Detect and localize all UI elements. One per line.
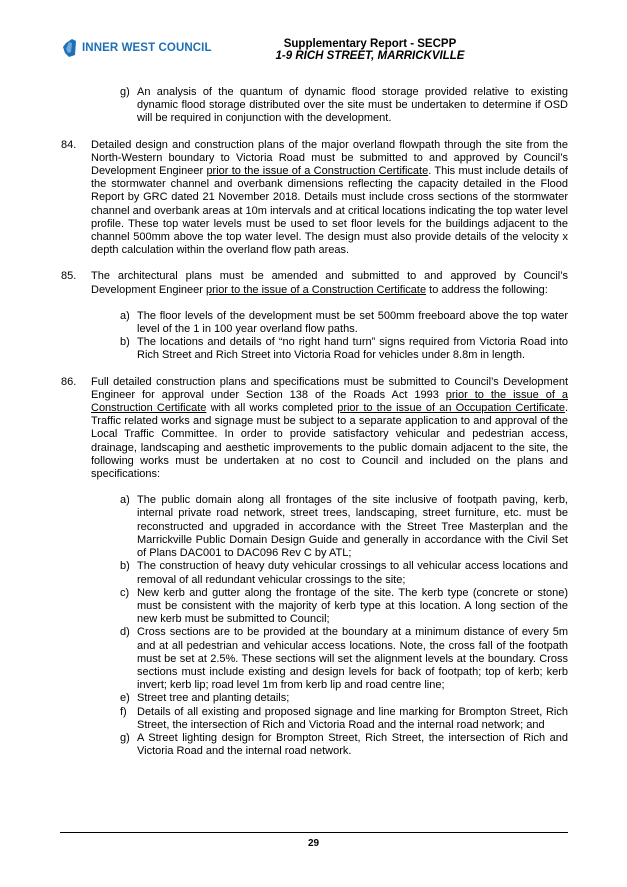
list-item-label: g) [120,731,130,744]
report-title: Supplementary Report - SECPP [283,38,457,50]
list-item [91,336,568,362]
footer-divider [60,832,568,833]
list-item-label: a) [120,309,130,322]
list-item-text: Cross sections are to be provided at the boundary at a minimum distance of every 5m and at all pedestrian and vehicular access locations. Note, the cross fall of the footpath must be set at 2.5%. These sections will set the alignment levels at the boundary. Cross sections must include existing and design levels for back of footpath; top of kerb; kerb invert; kerb lip; road level 1m from kerb lip and road centre line; [137,626,568,692]
condition-number: 86. [61,375,77,388]
condition-text-part: Detailed design and construction plans of the major overland flowpath through the site from the North-Western boundary to Victoria Road must be submitted to and approved by Council’s Development Engineer [91,138,568,178]
condition-85 [61,270,568,296]
condition-text-part: to address the following: [426,283,548,296]
list-item [91,310,568,336]
page-number: 29 [307,838,320,849]
list-item [91,692,568,705]
list-item-text: The floor levels of the development must be set 500mm freeboard above the top water level of the 1 in 100 year overland flow paths. [137,309,568,336]
condition-86 [61,376,568,482]
list-item [91,626,568,692]
list-item-label: a) [120,494,130,507]
list-item [91,706,568,732]
list-item-text: New kerb and gutter along the frontage of the site. The kerb type (concrete or stone) must be consistent with the majority of kerb type at this location. A long section of the new kerb must be submitted to Council; [137,586,568,626]
logo-text: INNER WEST COUNCIL [82,42,212,54]
list-item-text: Street tree and planting details; [137,692,290,705]
list-item [91,86,568,126]
document-body [61,86,569,758]
condition-timing-underlined: prior to the issue of a Construction Certificate [91,388,568,415]
list-item [91,494,568,560]
list-item-label: c) [120,586,130,599]
list-item-text: The construction of heavy duty vehicular crossings to all vehicular access locations and removal of all redundant vehicular crossings to the site; [137,560,568,586]
condition-text [91,139,568,258]
list-item-label: d) [120,626,130,639]
list-item [91,732,568,758]
council-logo [60,38,212,58]
list-item-text: The public domain along all frontages of the site inclusive of footpath paving, kerb, internal private road network, street trees, landscaping, street furniture, etc. must be reconstructed and upgraded in accordance with the Street Tree Masterplan and the Marrickville Public Domain Design Guide and generally in accordance with the Civil Set of Plans DAC001 to DAC096 Rev C by ATL; [137,494,568,560]
list-item-text: An analysis of the quantum of dynamic flood storage provided relative to existing dynamic flood storage distributed over the site must be undertaken to determine if OSD will be required in conjunction with the development. [137,86,568,125]
report-subtitle: 1-9 RICH STREET, MARRICKVILLE [275,50,465,62]
condition-84 [61,139,568,258]
list-item-label: e) [120,692,130,705]
condition-number: 84. [61,138,77,151]
list-item-label: f) [120,705,127,718]
list-item-text: Details of all existing and proposed signage and line marking for Brompton Street, Rich Street, the intersection of Rich and Victoria Road and the internal road network; and [137,705,568,731]
list-item [91,587,568,627]
list-item-label: b) [120,336,130,349]
condition-text-part: . Traffic related works and signage must be subject to a separate application to and approval of the Local Traffic Committee. In order to provide satisfactory vehicular and pedestrian access, drainage, landscaping and aesthetic improvements to the public domain adjacent to the site, the following works must be undertaken at no cost to Council and included on the plans and specifications: [91,402,569,481]
condition-timing-underlined: prior to the issue of a Construction Certificate [206,165,429,178]
list-item-text: A Street lighting design for Brompton Street, Rich Street, the intersection of Rich and Victoria Road and the internal road network. [137,731,568,758]
condition-timing-underlined: prior to the issue of an Occupation Certificate [337,402,565,415]
list-item-label: g) [120,86,130,98]
report-header [250,38,490,62]
condition-text-part: The architectural plans must be amended and submitted to and approved by Council’s Development Engineer [91,270,568,296]
condition-text-part: Full detailed construction plans and specifications must be submitted to Council’s Development Engineer for approval under Section 138 of the Roads Act 1993 [91,375,568,401]
condition-timing-underlined: prior to the issue of a Construction Certificate [205,283,427,296]
condition-text [91,270,568,296]
council-logo-icon [60,38,78,58]
list-item [91,560,568,586]
list-item-label: b) [120,560,130,573]
condition-text-part: with all works completed [206,402,338,415]
condition-text [91,376,568,482]
condition-number: 85. [61,270,77,283]
list-item-text: The locations and details of “no right hand turn” signs required from Victoria Road into Rich Street and Rich Street into Victoria Road for vehicles under 8.8m in length. [137,336,568,362]
condition-text-part: . This must include details of the stormwater channel and overbank dimensions reflecting the capacity detailed in the Flood Report by GRC dated 21 November 2018. Details must include cross sections of the stormwater channel and overbank areas at 10m intervals and at critical locations indicating the top water level profile. These top water levels must be used to set floor levels for the buildings adjacent to the channel 500mm above the top water level. The design must also provide details of the velocity x depth calculation within the overland flow path areas. [91,165,568,257]
